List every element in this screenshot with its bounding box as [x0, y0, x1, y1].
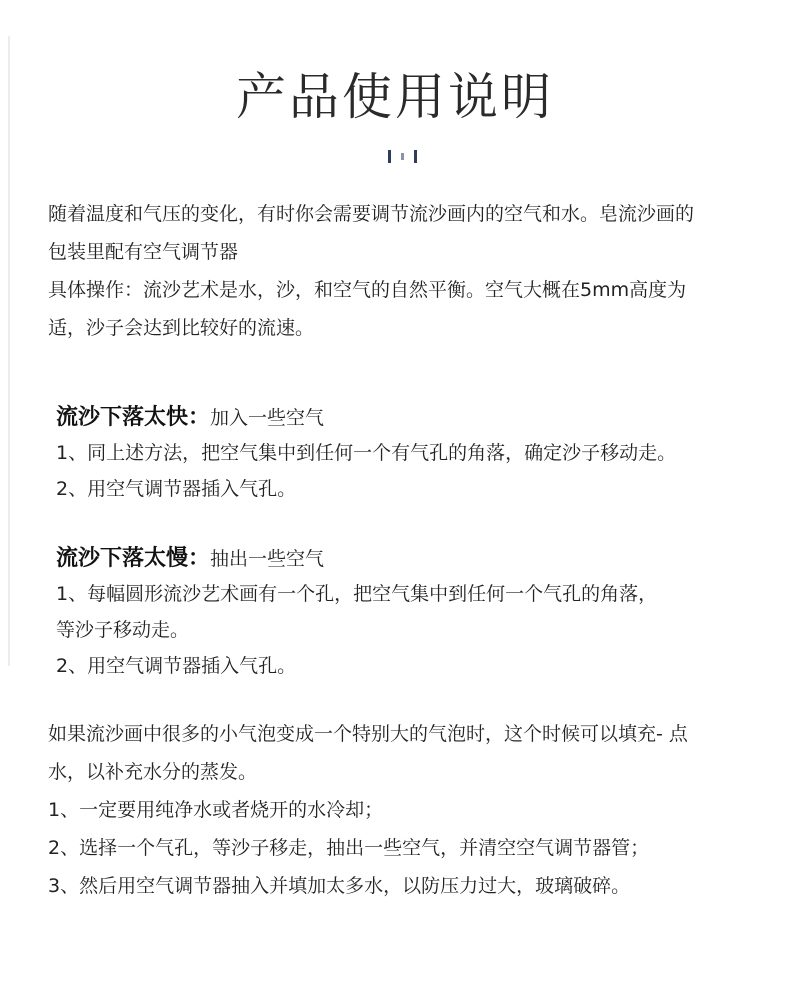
section-slow-heading: [56, 542, 324, 576]
list-item: 2、选择一个气孔，等沙子移走，抽出一些空气，并清空空气调节器管；: [48, 837, 650, 859]
bubbles-line: 水，以补充水分的蒸发。: [48, 761, 258, 783]
section-slow-list: [56, 576, 657, 684]
list-item: 1、同上述方法，把空气集中到任何一个有气孔的角落，确定沙子移动走。: [56, 442, 677, 464]
section-fast-note: 加入一些空气: [210, 407, 325, 429]
list-item: 2、用空气调节器插入气孔。: [56, 655, 297, 677]
section-slow-note: 抽出一些空气: [210, 548, 325, 570]
list-item: 1、每幅圆形流沙艺术画有一个孔，把空气集中到任何一个气孔的角落，: [56, 583, 658, 605]
list-item: 2、用空气调节器插入气孔。: [56, 478, 297, 500]
bubbles-paragraph: [48, 715, 778, 791]
list-item: 1、一定要用纯净水或者烧开的水冷却；: [48, 799, 384, 821]
intro-line: 包装里配有空气调节器: [48, 241, 239, 263]
section-fast-heading: [56, 401, 324, 435]
section-fast-list: [56, 435, 676, 507]
intro-line: 具体操作：流沙艺术是水，沙，和空气的自然平衡。空气大概在5mm高度为: [48, 279, 687, 301]
intro-line: 随着温度和气压的变化，有时你会需要调节流沙画内的空气和水。皂流沙画的: [48, 203, 695, 225]
list-item: 等沙子移动走。: [56, 619, 190, 641]
page-title: 产品使用说明: [236, 68, 554, 126]
bubbles-line: 如果流沙画中很多的小气泡变成一个特别大的气泡时，这个时候可以填充- 点: [48, 723, 688, 745]
section-fast-title: 流沙下落太快：: [56, 405, 211, 430]
section-slow-title: 流沙下落太慢：: [56, 546, 211, 571]
list-item: 3、然后用空气调节器抽入并填加太多水，以防压力过大，玻璃破碎。: [48, 875, 631, 897]
title-divider-icon: [386, 147, 420, 165]
bubbles-list: [48, 791, 649, 905]
intro-paragraph: [48, 195, 778, 347]
page-left-border: [8, 36, 10, 666]
intro-line: 适，沙子会达到比较好的流速。: [48, 317, 315, 339]
